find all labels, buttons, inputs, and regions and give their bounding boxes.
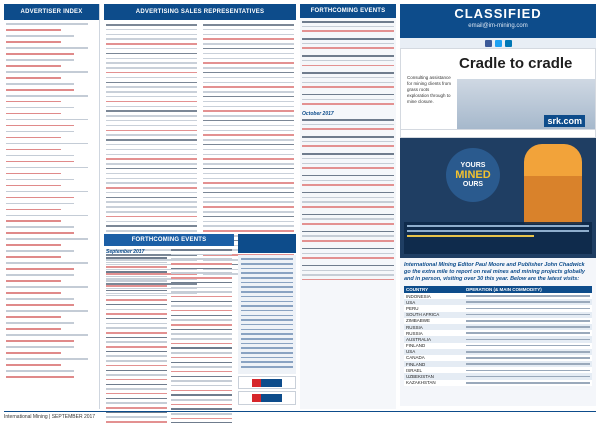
srk-ad-text: Consulting assistance for mining clients from grass roots exploration through to mine closure. [407, 75, 452, 104]
events-lower-col-2 [171, 249, 232, 423]
srk-ad-footer-bar [401, 129, 595, 137]
table-row: RUSSIA [404, 330, 592, 336]
table-row: USA [404, 299, 592, 305]
classified-header [400, 4, 596, 38]
mine-visits-intro: International Mining Editor Paul Moore and Publisher John Chadwick go the extra mile to report on real mines and mining projects globally and in person, visiting over 30 this year. Below are the latest visits: [404, 262, 585, 282]
events-lower [104, 234, 234, 405]
promo-list [238, 255, 296, 374]
promo-banner [238, 234, 296, 253]
worker-illustration [524, 144, 582, 224]
events-lower-col-1 [106, 249, 167, 423]
advertiser-index-header [4, 4, 99, 20]
classified-title: CLASSIFIED [454, 6, 542, 21]
events-lower-month: September 2017 [106, 249, 145, 255]
twitter-icon [495, 40, 502, 47]
events-right [300, 4, 396, 409]
table-row: KAZAKHSTAN [404, 380, 592, 386]
ad-logo-icon [252, 379, 282, 387]
yours-mined-ours-text [404, 222, 592, 254]
mine-visits-table [404, 286, 592, 386]
events-lower-body [104, 246, 234, 423]
table-row: PERU [404, 305, 592, 311]
col-operation: OPERATION (& MAIN COMMODITY) [464, 286, 592, 293]
sales-reps-header [104, 4, 296, 20]
table-row: CANADA [404, 355, 592, 361]
events-lower-title: FORTHCOMING EVENTS [131, 237, 207, 243]
yours-mined-ours-logo: YOURS MINED OURS [446, 148, 500, 202]
events-lower-header [104, 234, 234, 246]
col-country: COUNTRY [404, 286, 464, 293]
events-right-title: FORTHCOMING EVENTS [310, 8, 386, 14]
srk-ad [400, 48, 596, 138]
table-row: FINLAND [404, 361, 592, 367]
sales-reps-left [106, 24, 197, 230]
middle-column [104, 4, 296, 409]
yours-mined-ours-ad [400, 138, 596, 258]
classified-email: email@im-mining.com [468, 23, 528, 29]
footer-text: International Mining | SEPTEMBER 2017 [4, 414, 96, 420]
events-right-body [300, 18, 396, 287]
sales-reps-title: ADVERTISING SALES REPRESENTATIVES [135, 9, 265, 15]
social-strip [400, 38, 596, 48]
mine-visits-box [400, 258, 596, 406]
events-and-promos [104, 234, 296, 405]
advertiser-index [4, 4, 100, 409]
promo-column [238, 234, 296, 405]
advertiser-list [4, 20, 99, 378]
table-row: INDONESIA [404, 293, 592, 299]
right-column [400, 4, 596, 409]
promo-ad-2 [238, 391, 296, 405]
events-right-header [300, 4, 396, 18]
advertiser-index-title: ADVERTISER INDEX [20, 9, 83, 15]
facebook-icon [485, 40, 492, 47]
srk-ad-headline: Cradle to cradle [459, 55, 573, 72]
table-row: USA [404, 349, 592, 355]
sales-reps-body [104, 20, 296, 234]
srk-logo: srk.com [544, 115, 585, 127]
sales-reps-right [203, 24, 294, 230]
table-row: FINLAND [404, 343, 592, 349]
table-row: AUSTRALIA [404, 336, 592, 342]
table-row: RUSSIA [404, 324, 592, 330]
table-row: ZIMBABWE [404, 318, 592, 324]
linkedin-icon [505, 40, 512, 47]
page-footer [4, 411, 596, 421]
table-row: UZBEKISTAN [404, 373, 592, 379]
promo-ad-1 [238, 376, 296, 390]
table-row: ISRAEL [404, 367, 592, 373]
table-row: SOUTH AFRICA [404, 312, 592, 318]
ad-logo-icon [252, 394, 282, 402]
events-right-month: October 2017 [302, 111, 334, 117]
